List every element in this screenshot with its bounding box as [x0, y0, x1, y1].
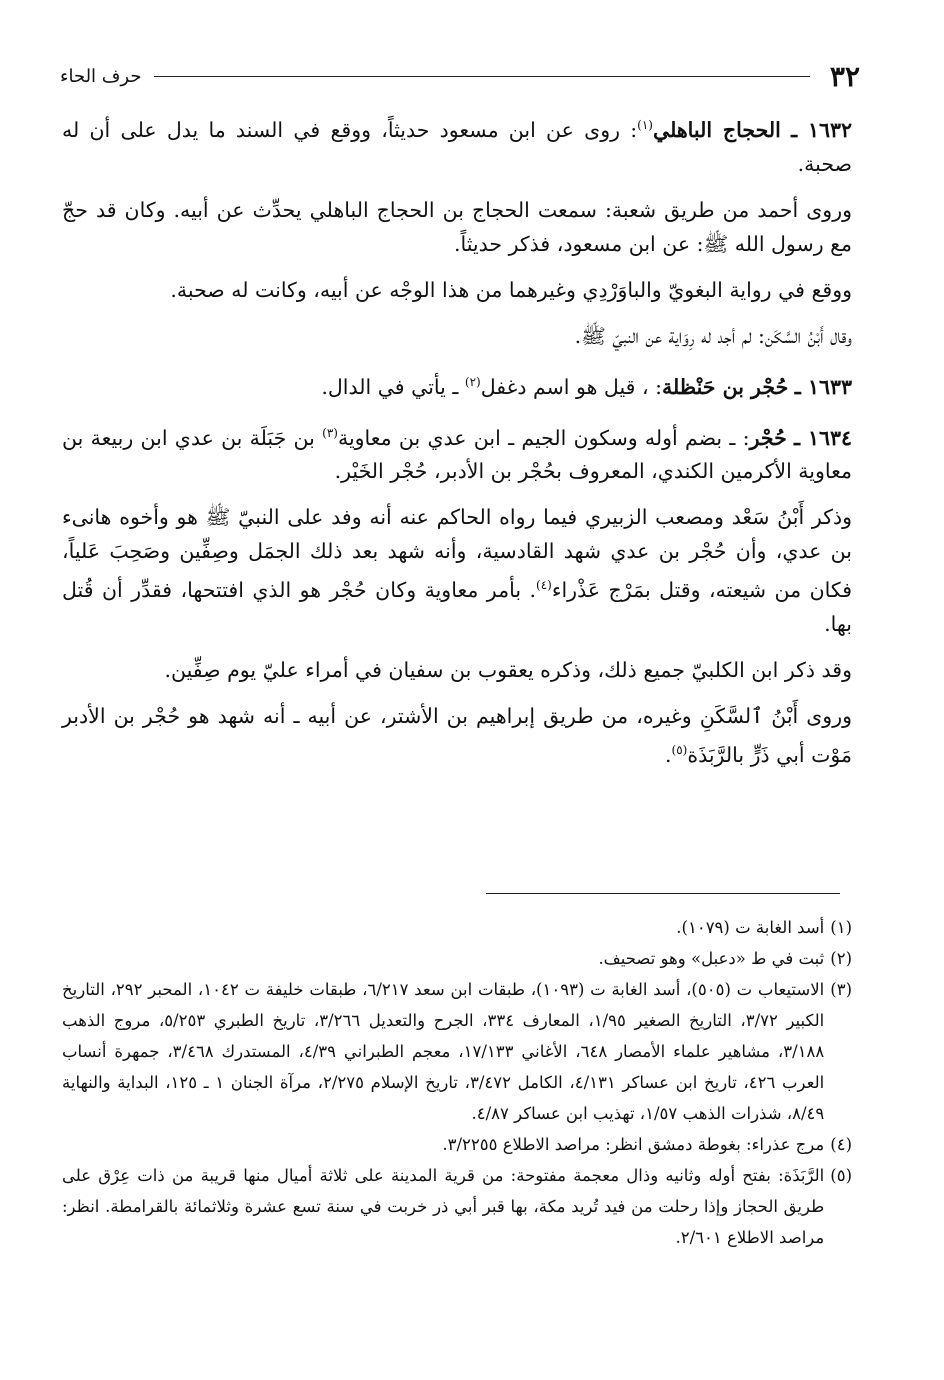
footnote-ref: (٢) [464, 374, 481, 389]
footnote-number: (٣) [830, 980, 852, 999]
paragraph [62, 653, 852, 687]
entry-name: حُجْر بن حَنْظلة [662, 374, 789, 399]
paragraph-text: . بأمر معاوية وكان حُجْر هو الذي افتتحها، فقدِّر أن قُتل بها. [62, 578, 852, 637]
paragraph-text: : ، قيل هو اسم دغفل [480, 374, 662, 399]
paragraph-text: ـ يأتي في الدال. [321, 374, 465, 399]
paragraph-text: بن جَبَلَة بن عدي ابن ربيعة بن معاوية الأكرمين الكندي، المعروف بحُجْر بن الأدبر، حُجْر الخَيْر. [62, 425, 852, 484]
footnote-text: مرج عذراء: بغوطة دمشق انظر: مراصد الاطلاع ٣/٢٢٥٥. [442, 1135, 825, 1154]
paragraph [62, 319, 852, 353]
paragraph-text: : روى عن ابن مسعود حديثاً، ووقع في السند ما يدل على أن له صحبة. [62, 117, 852, 176]
footnotes [62, 912, 852, 1253]
footnote-number: (٢) [830, 949, 852, 968]
entry-number: ١٦٣٢ ـ [791, 117, 852, 142]
running-title: حرف الحاء [60, 65, 142, 87]
entry-name: الحجاج الباهلي [652, 117, 781, 142]
footnote-ref: (١) [637, 118, 653, 132]
footnote-divider [486, 893, 840, 894]
footnote-ref: (٤) [536, 578, 552, 593]
paragraph-text: وذكر أَبْنُ سَعْد ومصعب الزبيري فيما رواه الحاكم عنه أنه وفد على النبيّ ﷺ هو وأخوه هانىء بن عدي، وأن حُجْر بن عدي شهد القادسية، وأنه شهد بعد ذلك الجمَل وصِفِّين وصَحِبَ عَلياً، فكان من شيعته، وقتل بمَرْج عَذْراء [62, 505, 852, 603]
footnote [62, 1129, 852, 1160]
entry-number: ١٦٣٤ ـ [794, 425, 852, 450]
paragraph-text: . [664, 743, 672, 768]
entry-number: ١٦٣٣ ـ [794, 374, 852, 399]
footnote [62, 943, 852, 974]
footnote-ref: (٥) [671, 743, 688, 758]
entry-name: حُجْر [749, 425, 787, 450]
paragraph-text: : ـ بضم أوله وسكون الجيم ـ ابن عدي بن معاوية [337, 425, 750, 450]
footnote-number: (١) [830, 918, 852, 937]
footnote-text: الاستيعاب ت (٥٠٥)، أسد الغابة ت (١٠٩٣)، طبقات ابن سعد ٦/٢١٧، طبقات خليفة ت ١٠٤٢، المحبر ٢٩٢، التاريخ الكبير ٣/٧٢، التاريخ الصغير ١/٩٥، المعارف ٣٣٤، الجرح والتعديل ٣/٢٦٦، تاريخ الطبري ٥/٢٥٣، مروج الذهب ٣/١٨٨، مشاهير علماء الأمصار ٦٤٨، الأغاني ١٧/١٣٣، معجم الطبراني ٤/٣٩، المستدرك ٣/٤٦٨، جمهرة أنساب العرب ٤٢٦، تاريخ ابن عساكر ٤/١٣١، الكامل ٣/٤٧٢، تاريخ الإسلام ٢/٢٧٥، مرآة الجنان ١ ـ ١٢٥، البداية والنهاية ٨/٤٩، شذرات الذهب ١/٥٧، تهذيب ابن عساكر ٤/٨٧. [62, 980, 825, 1123]
page-header [60, 56, 860, 96]
footnote [62, 1160, 852, 1253]
paragraph-text: ووقع في رواية البغويّ والباوَرْدِي وغيرهما من هذا الوجْه عن أبيه، وكانت له صحبة. [170, 277, 852, 302]
paragraph [62, 699, 852, 772]
paragraph [62, 273, 852, 307]
footnote-text: أسد الغابة ت (١٠٧٩). [676, 918, 825, 937]
paragraph-text: وقد ذكر ابن الكلبيّ جميع ذلك، وذكره يعقوب بن سفيان في أمراء عليّ يوم صِفِّين. [164, 658, 852, 683]
paragraph [62, 416, 852, 489]
paragraph [62, 500, 852, 641]
header-rule [154, 76, 810, 77]
footnote-text: ثبت في ط «دعبل» وهو تصحيف. [598, 949, 825, 968]
footnote-number: (٤) [830, 1135, 852, 1154]
paragraph [62, 193, 852, 261]
page-number: ٣٢ [829, 59, 860, 93]
paragraph [62, 365, 852, 404]
paragraph-text: وروى أَبْنُ ٱلسَّكَنِ وغيره، من طريق إبراهيم بن الأشتر، عن أبيه ـ أنه شهد هو حُجْر بن الأدبر مَوْت أبي ذَرٍّ بالرَّبَذَة [62, 704, 852, 768]
footnote-number: (٥) [830, 1166, 852, 1185]
paragraph-text: وقال أَبْنُ السَّكَن: لم أجد له رِوَاية عن النبيّ ﷺ. [574, 323, 852, 348]
paragraph [62, 108, 852, 181]
footnote-ref: (٣) [322, 425, 338, 440]
main-text [62, 108, 852, 784]
footnote [62, 974, 852, 1129]
paragraph-text: وروى أحمد من طريق شعبة: سمعت الحجاج بن الحجاج الباهلي يحدِّث عن أبيه. وكان قد حجّ مع رسول الله ﷺ: عن ابن مسعود، فذكر حديثاً. [62, 197, 852, 256]
footnote-text: الرَّبَذَة: بفتح أوله وثانيه وذال معجمة مفتوحة: من قرية المدينة على ثلاثة أميال منها قريبة من ذات عِرْق على طريق الحجاز وإذا رحلت من فيد تُريد مكة، بها قبر أبي ذر خربت في سنة تسع عشرة وثلاثمائة بالقرامطة. انظر: مراصد الاطلاع ٢/٦٠١. [62, 1166, 825, 1247]
footnote [62, 912, 852, 943]
